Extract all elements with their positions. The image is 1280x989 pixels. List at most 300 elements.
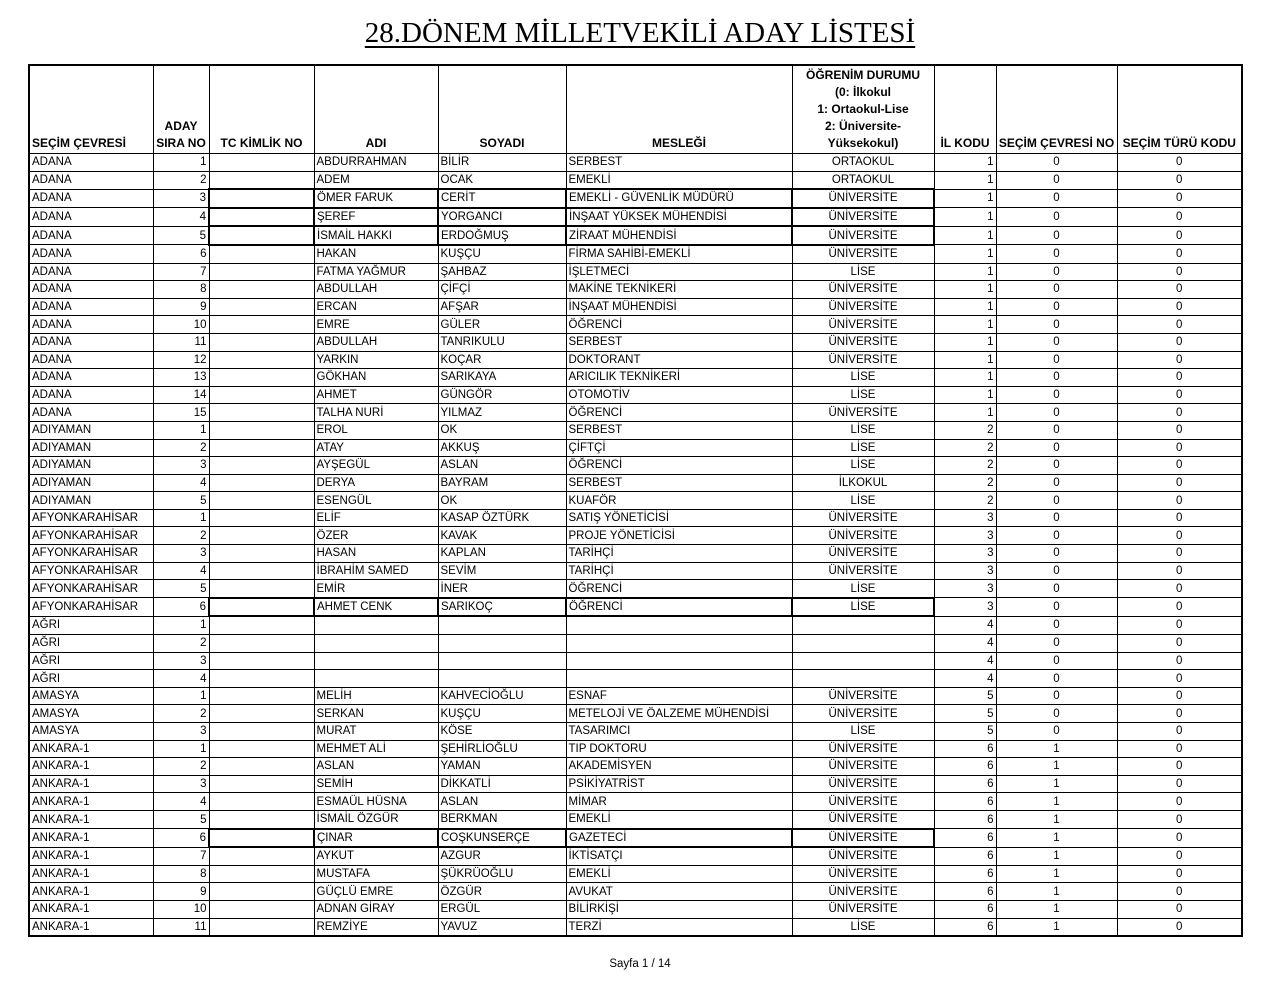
cell-il-kodu: 1 [934,263,996,281]
cell-adi: SERKAN [314,705,438,723]
cell-secim-cevresi: AMASYA [29,723,153,741]
cell-secim-cevresi-no: 0 [996,562,1117,580]
cell-tc-kimlik-no [209,492,314,510]
cell-il-kodu: 1 [934,171,996,189]
cell-soyadi: YILMAZ [438,404,566,422]
table-row [29,263,1242,281]
cell-meslegi: ÖĞRENCİ [566,580,792,598]
cell-secim-cevresi-no: 0 [996,598,1117,617]
cell-soyadi: SARIKOÇ [438,598,566,617]
cell-adi: İSMAİL HAKKI [314,226,438,245]
cell-secim-cevresi: ADANA [29,263,153,281]
cell-soyadi: YAVUZ [438,918,566,936]
cell-secim-cevresi-no: 1 [996,758,1117,776]
cell-aday-sira-no: 10 [153,316,209,334]
cell-aday-sira-no: 1 [153,740,209,758]
cell-adi: AYŞEGÜL [314,457,438,475]
cell-aday-sira-no: 9 [153,298,209,316]
table-row [29,723,1242,741]
cell-secim-cevresi: AFYONKARAHİSAR [29,509,153,527]
cell-secim-cevresi-no: 1 [996,793,1117,811]
cell-secim-cevresi-no: 0 [996,333,1117,351]
table-row [29,333,1242,351]
cell-ogrenim-durumu: İLKOKUL [792,474,934,492]
cell-meslegi: SERBEST [566,474,792,492]
cell-meslegi: METELOJİ VE ÖALZEME MÜHENDİSİ [566,705,792,723]
cell-secim-cevresi: ADIYAMAN [29,474,153,492]
header-soyadi: SOYADI [438,65,566,154]
cell-il-kodu: 3 [934,562,996,580]
cell-adi: DERYA [314,474,438,492]
cell-secim-cevresi-no: 1 [996,810,1117,828]
cell-meslegi: MAKİNE TEKNİKERİ [566,281,792,299]
cell-tc-kimlik-no [209,421,314,439]
cell-tc-kimlik-no [209,386,314,404]
cell-meslegi: EMEKLİ [566,865,792,883]
cell-ogrenim-durumu: LİSE [792,421,934,439]
cell-soyadi: TANRIKULU [438,333,566,351]
cell-adi: YARKIN [314,351,438,369]
cell-soyadi: AZGUR [438,847,566,865]
cell-adi: İSMAİL ÖZGÜR [314,810,438,828]
cell-soyadi: ŞEHİRLİOĞLU [438,740,566,758]
cell-secim-cevresi: ANKARA-1 [29,810,153,828]
cell-soyadi: GÜLER [438,316,566,334]
cell-il-kodu: 1 [934,226,996,245]
table-row [29,369,1242,387]
cell-secim-cevresi-no: 0 [996,263,1117,281]
cell-aday-sira-no: 14 [153,386,209,404]
cell-ogrenim-durumu [792,652,934,670]
cell-ogrenim-durumu [792,670,934,688]
cell-adi: ABDULLAH [314,333,438,351]
table-row [29,598,1242,617]
cell-il-kodu: 2 [934,421,996,439]
cell-secim-turu-kodu: 0 [1117,580,1242,598]
cell-ogrenim-durumu: ÜNİVERSİTE [792,847,934,865]
cell-adi: EROL [314,421,438,439]
cell-secim-turu-kodu: 0 [1117,298,1242,316]
cell-tc-kimlik-no [209,509,314,527]
cell-tc-kimlik-no [209,580,314,598]
cell-ogrenim-durumu: LİSE [792,598,934,617]
cell-meslegi: TERZİ [566,918,792,936]
cell-il-kodu: 1 [934,298,996,316]
cell-aday-sira-no: 4 [153,793,209,811]
cell-adi: GÜÇLÜ EMRE [314,883,438,901]
page-title: 28.DÖNEM MİLLETVEKİLİ ADAY LİSTESİ [364,17,916,49]
cell-ogrenim-durumu: LİSE [792,386,934,404]
cell-il-kodu: 6 [934,775,996,793]
cell-secim-cevresi-no: 0 [996,705,1117,723]
cell-secim-cevresi-no: 0 [996,171,1117,189]
cell-secim-cevresi-no: 0 [996,527,1117,545]
cell-il-kodu: 3 [934,598,996,617]
cell-secim-cevresi: AĞRI [29,652,153,670]
cell-aday-sira-no: 4 [153,562,209,580]
cell-secim-cevresi: ADANA [29,386,153,404]
cell-ogrenim-durumu: ÜNİVERSİTE [792,245,934,263]
cell-meslegi: SERBEST [566,333,792,351]
cell-meslegi [566,635,792,653]
cell-ogrenim-durumu: ÜNİVERSİTE [792,545,934,563]
cell-adi: ÖZER [314,527,438,545]
cell-secim-cevresi: ANKARA-1 [29,775,153,793]
table-row [29,281,1242,299]
cell-adi: AHMET CENK [314,598,438,617]
cell-secim-cevresi: ANKARA-1 [29,847,153,865]
cell-secim-turu-kodu: 0 [1117,457,1242,475]
cell-tc-kimlik-no [209,687,314,705]
cell-soyadi: DİKKATLİ [438,775,566,793]
cell-il-kodu: 1 [934,154,996,172]
cell-meslegi: GAZETECİ [566,829,792,848]
table-row [29,386,1242,404]
cell-ogrenim-durumu: ÜNİVERSİTE [792,404,934,422]
cell-secim-turu-kodu: 0 [1117,171,1242,189]
cell-tc-kimlik-no [209,616,314,634]
cell-secim-cevresi-no: 0 [996,421,1117,439]
cell-tc-kimlik-no [209,527,314,545]
cell-ogrenim-durumu: LİSE [792,263,934,281]
cell-secim-cevresi: ADANA [29,369,153,387]
cell-soyadi: OK [438,421,566,439]
cell-secim-cevresi-no: 0 [996,189,1117,208]
table-row [29,847,1242,865]
cell-aday-sira-no: 3 [153,775,209,793]
cell-tc-kimlik-no [209,562,314,580]
cell-soyadi: GÜNGÖR [438,386,566,404]
cell-secim-cevresi-no: 0 [996,687,1117,705]
cell-meslegi: MİMAR [566,793,792,811]
cell-soyadi: ERGÜL [438,900,566,918]
table-row [29,580,1242,598]
cell-il-kodu: 6 [934,865,996,883]
cell-secim-turu-kodu: 0 [1117,474,1242,492]
cell-secim-cevresi-no: 1 [996,847,1117,865]
table-row [29,171,1242,189]
cell-secim-turu-kodu: 0 [1117,635,1242,653]
cell-secim-turu-kodu: 0 [1117,351,1242,369]
cell-aday-sira-no: 8 [153,281,209,299]
cell-tc-kimlik-no [209,652,314,670]
cell-soyadi: ŞAHBAZ [438,263,566,281]
cell-soyadi: KAHVECİOĞLU [438,687,566,705]
cell-aday-sira-no: 3 [153,457,209,475]
cell-aday-sira-no: 2 [153,171,209,189]
cell-secim-cevresi-no: 0 [996,509,1117,527]
cell-meslegi: PROJE YÖNETİCİSİ [566,527,792,545]
cell-il-kodu: 1 [934,281,996,299]
cell-tc-kimlik-no [209,705,314,723]
cell-adi: FATMA YAĞMUR [314,263,438,281]
cell-meslegi: EMEKLİ [566,810,792,828]
cell-secim-turu-kodu: 0 [1117,758,1242,776]
cell-secim-cevresi-no: 0 [996,439,1117,457]
cell-ogrenim-durumu: LİSE [792,457,934,475]
cell-meslegi: AVUKAT [566,883,792,901]
cell-secim-cevresi: ADANA [29,245,153,263]
table-row [29,775,1242,793]
cell-secim-turu-kodu: 0 [1117,883,1242,901]
cell-soyadi: İNER [438,580,566,598]
cell-adi: ABDURRAHMAN [314,154,438,172]
cell-secim-cevresi: AFYONKARAHİSAR [29,580,153,598]
cell-meslegi: ÖĞRENCİ [566,598,792,617]
cell-aday-sira-no: 1 [153,421,209,439]
cell-secim-turu-kodu: 0 [1117,154,1242,172]
cell-meslegi: EMEKLİ - GÜVENLİK MÜDÜRÜ [566,189,792,208]
cell-il-kodu: 4 [934,670,996,688]
cell-soyadi: SARIKAYA [438,369,566,387]
cell-il-kodu: 3 [934,527,996,545]
cell-il-kodu: 1 [934,386,996,404]
header-row [29,65,1242,154]
cell-adi [314,635,438,653]
cell-secim-turu-kodu: 0 [1117,404,1242,422]
cell-adi: HAKAN [314,245,438,263]
cell-aday-sira-no: 4 [153,474,209,492]
table-row [29,652,1242,670]
header-secim-turu-kodu: SEÇİM TÜRÜ KODU [1117,65,1242,154]
cell-secim-cevresi: ADANA [29,316,153,334]
candidate-table [28,64,1243,937]
cell-secim-cevresi-no: 0 [996,208,1117,227]
cell-adi: GÖKHAN [314,369,438,387]
cell-secim-cevresi: ANKARA-1 [29,865,153,883]
cell-tc-kimlik-no [209,245,314,263]
cell-soyadi: OK [438,492,566,510]
table-row [29,758,1242,776]
cell-secim-cevresi: AMASYA [29,687,153,705]
cell-secim-cevresi: ADANA [29,208,153,227]
cell-secim-cevresi: AĞRI [29,635,153,653]
cell-secim-cevresi-no: 1 [996,900,1117,918]
cell-ogrenim-durumu: ÜNİVERSİTE [792,687,934,705]
cell-meslegi [566,652,792,670]
cell-secim-cevresi: ADANA [29,404,153,422]
cell-adi: ESMAÜL HÜSNA [314,793,438,811]
cell-secim-turu-kodu: 0 [1117,847,1242,865]
cell-secim-turu-kodu: 0 [1117,616,1242,634]
cell-il-kodu: 1 [934,369,996,387]
cell-tc-kimlik-no [209,369,314,387]
cell-tc-kimlik-no [209,154,314,172]
cell-meslegi: İŞLETMECİ [566,263,792,281]
cell-tc-kimlik-no [209,635,314,653]
cell-il-kodu: 6 [934,847,996,865]
table-body [29,154,1242,937]
cell-il-kodu: 2 [934,474,996,492]
cell-tc-kimlik-no [209,474,314,492]
cell-secim-cevresi: AFYONKARAHİSAR [29,598,153,617]
cell-secim-turu-kodu: 0 [1117,723,1242,741]
cell-il-kodu: 6 [934,758,996,776]
cell-tc-kimlik-no [209,883,314,901]
cell-secim-turu-kodu: 0 [1117,705,1242,723]
cell-aday-sira-no: 2 [153,635,209,653]
cell-aday-sira-no: 5 [153,226,209,245]
cell-secim-cevresi-no: 0 [996,616,1117,634]
cell-tc-kimlik-no [209,723,314,741]
cell-secim-cevresi: ANKARA-1 [29,900,153,918]
cell-adi: MURAT [314,723,438,741]
table-row [29,918,1242,936]
cell-secim-cevresi-no: 1 [996,883,1117,901]
table-row [29,865,1242,883]
cell-soyadi: ERDOĞMUŞ [438,226,566,245]
cell-aday-sira-no: 2 [153,705,209,723]
cell-aday-sira-no: 4 [153,670,209,688]
cell-secim-turu-kodu: 0 [1117,652,1242,670]
cell-il-kodu: 5 [934,705,996,723]
cell-meslegi: EMEKLİ [566,171,792,189]
cell-adi: AHMET [314,386,438,404]
cell-secim-turu-kodu: 0 [1117,208,1242,227]
cell-adi: ABDULLAH [314,281,438,299]
cell-secim-cevresi-no: 0 [996,723,1117,741]
table-row [29,189,1242,208]
cell-secim-cevresi-no: 0 [996,404,1117,422]
table-row [29,208,1242,227]
cell-secim-cevresi-no: 0 [996,154,1117,172]
cell-meslegi [566,670,792,688]
cell-secim-cevresi-no: 0 [996,369,1117,387]
table-row [29,527,1242,545]
cell-secim-turu-kodu: 0 [1117,263,1242,281]
cell-adi: ÇINAR [314,829,438,848]
cell-meslegi: ÇİFTÇİ [566,439,792,457]
cell-secim-turu-kodu: 0 [1117,670,1242,688]
cell-secim-cevresi-no: 0 [996,351,1117,369]
cell-tc-kimlik-no [209,439,314,457]
cell-meslegi: ÖĞRENCİ [566,404,792,422]
table-row [29,298,1242,316]
cell-secim-turu-kodu: 0 [1117,492,1242,510]
header-ogrenim-durumu: ÖĞRENİM DURUMU (0: İlkokul 1: Ortaokul-Lise 2: Üniversite- Yüksekokul) [792,65,934,154]
table-row [29,562,1242,580]
cell-soyadi: SEVİM [438,562,566,580]
cell-secim-turu-kodu: 0 [1117,245,1242,263]
cell-meslegi: ESNAF [566,687,792,705]
cell-secim-cevresi-no: 0 [996,386,1117,404]
cell-tc-kimlik-no [209,545,314,563]
cell-meslegi: SERBEST [566,421,792,439]
cell-ogrenim-durumu: LİSE [792,369,934,387]
table-row [29,316,1242,334]
table-row [29,545,1242,563]
cell-secim-turu-kodu: 0 [1117,810,1242,828]
cell-ogrenim-durumu: ORTAOKUL [792,154,934,172]
cell-adi [314,652,438,670]
cell-aday-sira-no: 9 [153,883,209,901]
cell-adi: MEHMET ALİ [314,740,438,758]
cell-secim-turu-kodu: 0 [1117,740,1242,758]
cell-secim-cevresi-no: 0 [996,316,1117,334]
cell-tc-kimlik-no [209,670,314,688]
cell-secim-turu-kodu: 0 [1117,562,1242,580]
cell-ogrenim-durumu: ÜNİVERSİTE [792,509,934,527]
cell-tc-kimlik-no [209,281,314,299]
cell-adi [314,616,438,634]
cell-soyadi: KUŞÇU [438,705,566,723]
cell-ogrenim-durumu: ÜNİVERSİTE [792,281,934,299]
cell-secim-cevresi-no: 0 [996,474,1117,492]
cell-ogrenim-durumu: ÜNİVERSİTE [792,865,934,883]
cell-secim-cevresi: ANKARA-1 [29,918,153,936]
cell-meslegi: TIP DOKTORU [566,740,792,758]
cell-ogrenim-durumu: ÜNİVERSİTE [792,316,934,334]
cell-ogrenim-durumu: ÜNİVERSİTE [792,298,934,316]
cell-secim-cevresi-no: 0 [996,635,1117,653]
cell-aday-sira-no: 7 [153,847,209,865]
cell-aday-sira-no: 4 [153,208,209,227]
cell-secim-cevresi: ADIYAMAN [29,492,153,510]
cell-il-kodu: 2 [934,439,996,457]
cell-aday-sira-no: 8 [153,865,209,883]
cell-adi [314,670,438,688]
cell-aday-sira-no: 6 [153,245,209,263]
cell-il-kodu: 6 [934,740,996,758]
cell-secim-cevresi: AĞRI [29,616,153,634]
cell-secim-cevresi: AMASYA [29,705,153,723]
cell-adi: ÖMER FARUK [314,189,438,208]
cell-meslegi: İKTİSATÇI [566,847,792,865]
cell-adi: ADEM [314,171,438,189]
cell-secim-cevresi-no: 1 [996,740,1117,758]
cell-ogrenim-durumu: ÜNİVERSİTE [792,562,934,580]
cell-secim-turu-kodu: 0 [1117,598,1242,617]
cell-aday-sira-no: 11 [153,918,209,936]
table-row [29,829,1242,848]
table-row [29,687,1242,705]
cell-aday-sira-no: 3 [153,545,209,563]
cell-soyadi [438,670,566,688]
cell-secim-cevresi: ADANA [29,171,153,189]
cell-secim-cevresi: ADANA [29,298,153,316]
cell-soyadi: KÖSE [438,723,566,741]
cell-il-kodu: 6 [934,810,996,828]
cell-adi: AYKUT [314,847,438,865]
table-row [29,616,1242,634]
cell-secim-cevresi: ANKARA-1 [29,883,153,901]
cell-soyadi: KAVAK [438,527,566,545]
cell-il-kodu: 4 [934,616,996,634]
cell-tc-kimlik-no [209,226,314,245]
cell-aday-sira-no: 7 [153,263,209,281]
cell-il-kodu: 6 [934,918,996,936]
cell-soyadi: AFŞAR [438,298,566,316]
cell-il-kodu: 4 [934,635,996,653]
cell-meslegi: SERBEST [566,154,792,172]
cell-adi: MUSTAFA [314,865,438,883]
cell-adi: SEMİH [314,775,438,793]
cell-adi: İBRAHİM SAMED [314,562,438,580]
cell-secim-cevresi: AFYONKARAHİSAR [29,527,153,545]
cell-soyadi: ASLAN [438,457,566,475]
cell-secim-cevresi-no: 1 [996,865,1117,883]
cell-secim-turu-kodu: 0 [1117,421,1242,439]
cell-meslegi: TARİHÇİ [566,562,792,580]
cell-ogrenim-durumu: ÜNİVERSİTE [792,189,934,208]
cell-ogrenim-durumu: LİSE [792,918,934,936]
cell-soyadi: KOÇAR [438,351,566,369]
cell-aday-sira-no: 3 [153,723,209,741]
cell-ogrenim-durumu: ÜNİVERSİTE [792,793,934,811]
cell-meslegi: AKADEMİSYEN [566,758,792,776]
cell-secim-cevresi-no: 0 [996,298,1117,316]
cell-soyadi: ÇİFÇİ [438,281,566,299]
